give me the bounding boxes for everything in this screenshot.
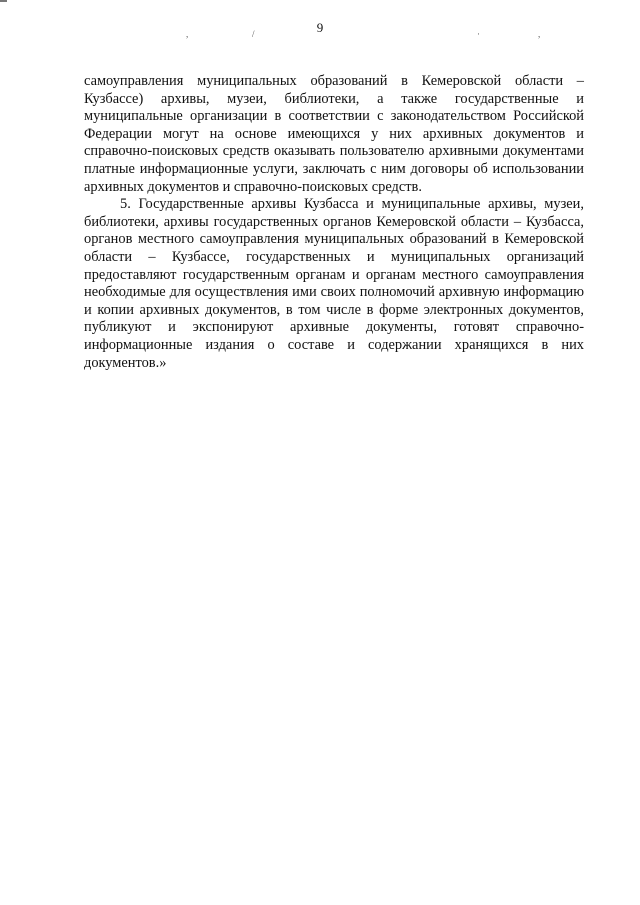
paragraph-item-5: 5. Государственные архивы Кузбасса и муниципальные архивы, музеи, библиотеки, архивы государственных органов Кемеровской области – Кузбасса, органов местного самоуправления муниципальных образований в Кемеровской области – Кузбассе, государственных и муниципальных организаций предоставляют государственным органам и органам местного самоуправления необходимые для осуществления ими своих полномочий архивную информацию и копии архивных документов, в том числе в форме электронных документов, публикуют и экспонируют архивные документы, готовят справочно-информационные издания о составе и содержании хранящихся в них документов.» <box>84 196 584 371</box>
scan-speck: · <box>477 29 480 39</box>
paragraph-continuation: самоуправления муниципальных образований в Кемеровской области – Кузбассе) архивы, музеи, библиотеки, а также государственные и муниципальные организации в соответствии с законодательством Российской Федерации могут на основе имеющихся у них архивных документов и справочно-поисковых средств оказывать пользователю архивными документами платные информационные услуги, заключать с ним договоры об использовании архивных документов и справочно-поисковых средств. <box>84 73 584 195</box>
page-number: 9 <box>316 20 324 35</box>
scan-speck: , <box>186 29 189 39</box>
scan-speck: , <box>538 29 541 39</box>
scan-corner-mark <box>0 0 7 2</box>
document-body <box>84 73 584 372</box>
scan-speck: / <box>252 29 255 39</box>
